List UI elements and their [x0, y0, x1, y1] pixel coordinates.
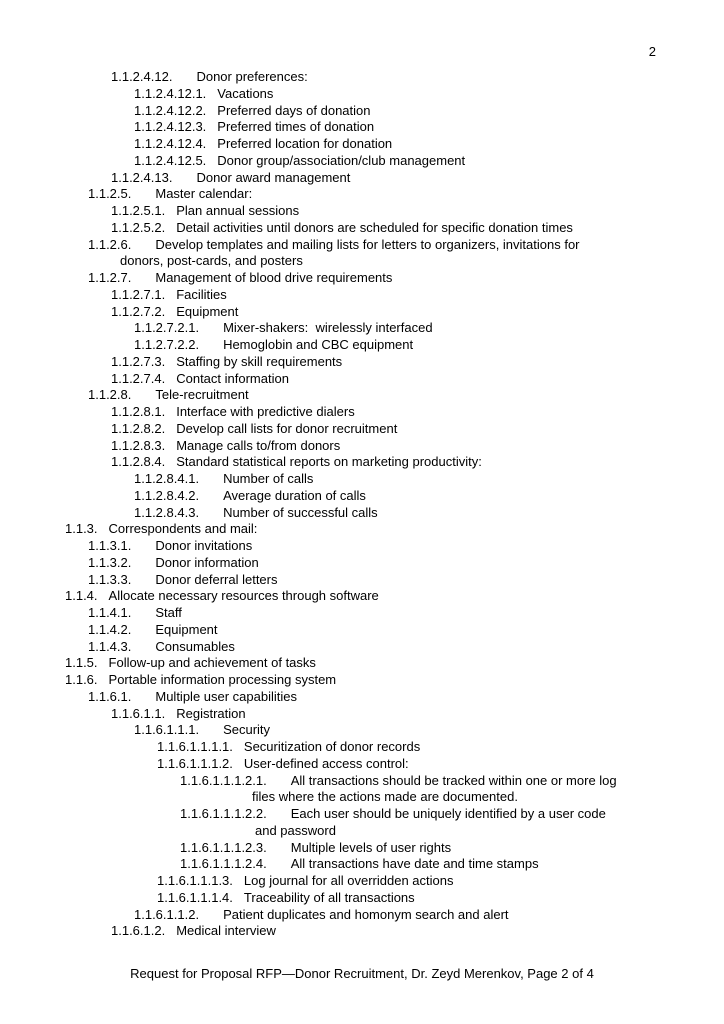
outline-item — [0, 170, 724, 187]
number-text-gap — [172, 181, 196, 182]
item-text: Contact information — [176, 370, 289, 386]
outline-item — [0, 722, 724, 739]
item-text: Log journal for all overridden actions — [243, 873, 454, 888]
item-text: Vacations — [217, 85, 274, 101]
outline-item — [0, 119, 724, 136]
item-number: 1.1.6.1.1.1.3. — [157, 873, 233, 888]
item-text: Develop call lists for donor recruitment — [176, 420, 398, 436]
number-text-gap — [199, 499, 223, 500]
number-text-gap — [131, 583, 155, 584]
item-text: Correspondents and mail: — [108, 521, 258, 537]
outline-item — [0, 739, 724, 756]
outline-item — [0, 337, 724, 354]
item-number: 1.1.2.7.4. — [111, 370, 166, 386]
item-number: 1.1.2.8.4.2. — [134, 487, 200, 503]
item-number: 1.1.2.8. — [88, 387, 132, 403]
item-number: 1.1.6.1.1.1. — [134, 722, 200, 738]
item-text: Donor award management — [196, 169, 351, 185]
outline-item — [0, 421, 724, 438]
item-number: 1.1.2.4.12. — [111, 69, 173, 84]
item-number: 1.1.2.5.1. — [111, 203, 166, 218]
item-text: User-defined access control: — [243, 755, 409, 771]
outline-item — [0, 672, 724, 689]
item-number: 1.1.6.1.1. — [111, 705, 166, 721]
item-text: Develop templates and mailing lists for letters to organizers, invitations for — [155, 236, 580, 252]
item-number: 1.1.2.8.4. — [111, 454, 166, 470]
item-text: Standard statistical reports on marketing productivity: — [176, 454, 482, 470]
outline-item — [0, 304, 724, 321]
item-text: Donor preferences: — [196, 69, 308, 84]
number-text-gap — [233, 901, 244, 902]
item-number: 1.1.2.4.12.2. — [134, 102, 207, 118]
number-text-gap — [199, 918, 223, 919]
number-text-gap — [165, 465, 176, 466]
number-text-gap — [98, 683, 109, 684]
outline-item-continuation — [0, 823, 724, 840]
item-text: Average duration of calls — [223, 487, 366, 503]
item-text: Follow-up and achievement of tasks — [108, 655, 316, 671]
item-text: Security — [223, 722, 271, 738]
item-number: 1.1.2.7.2. — [111, 303, 166, 319]
outline-item — [0, 588, 724, 605]
number-text-gap — [206, 147, 217, 148]
number-text-gap — [165, 449, 176, 450]
number-text-gap — [233, 750, 244, 751]
item-number: 1.1.3. — [65, 521, 98, 537]
item-number: 1.1.2.5.2. — [111, 219, 166, 235]
item-number: 1.1.2.4.12.1. — [134, 85, 207, 101]
outline-item — [0, 270, 724, 287]
outline-item — [0, 69, 724, 86]
outline-item — [0, 354, 724, 371]
outline-item — [0, 605, 724, 622]
number-text-gap — [131, 549, 155, 550]
item-text: All transactions have date and time stamps — [290, 856, 539, 872]
number-text-gap — [206, 130, 217, 131]
number-text-gap — [131, 281, 155, 282]
number-text-gap — [165, 298, 176, 299]
outline-item — [0, 488, 724, 505]
item-text: Equipment — [176, 303, 239, 319]
outline-item — [0, 237, 724, 254]
outline-item — [0, 923, 724, 940]
number-text-gap — [165, 382, 176, 383]
item-number: 1.1.2.4.12.4. — [134, 136, 207, 151]
number-text-gap — [165, 214, 176, 215]
item-number: 1.1.3.3. — [88, 571, 132, 587]
outline-item — [0, 521, 724, 538]
number-text-gap — [131, 248, 155, 249]
number-text-gap — [206, 164, 217, 165]
item-text: Consumables — [155, 638, 235, 654]
item-number: 1.1.6.1. — [88, 688, 132, 704]
number-text-gap — [267, 784, 291, 785]
item-number: 1.1.2.4.12.5. — [134, 152, 207, 168]
item-number: 1.1.2.7. — [88, 270, 132, 285]
number-text-gap — [199, 516, 223, 517]
outline-item — [0, 622, 724, 639]
item-number: 1.1.2.8.1. — [111, 404, 166, 419]
item-text: Donor information — [155, 554, 259, 570]
item-text: Management of blood drive requirements — [155, 270, 393, 285]
item-number: 1.1.2.8.4.3. — [134, 504, 200, 520]
number-text-gap — [199, 482, 223, 483]
item-text: Patient duplicates and homonym search and alert — [223, 906, 509, 922]
item-number: 1.1.3.1. — [88, 538, 132, 553]
outline-item — [0, 387, 724, 404]
item-number: 1.1.2.4.12.3. — [134, 119, 207, 135]
outline-item — [0, 538, 724, 555]
outline-item — [0, 856, 724, 873]
outline-item — [0, 689, 724, 706]
number-text-gap — [267, 867, 291, 868]
item-number: 1.1.4.3. — [88, 638, 132, 654]
number-text-gap — [165, 934, 176, 935]
item-text: Staffing by skill requirements — [176, 353, 343, 369]
number-text-gap — [267, 817, 291, 818]
number-text-gap — [98, 599, 109, 600]
item-number: 1.1.4.1. — [88, 605, 132, 620]
outline-item — [0, 203, 724, 220]
item-number: 1.1.6.1.1.1.2. — [157, 755, 233, 771]
outline-item — [0, 505, 724, 522]
item-text: Registration — [176, 705, 246, 721]
item-text: Multiple user capabilities — [155, 688, 297, 704]
item-text: All transactions should be tracked within one or more log — [290, 772, 617, 788]
item-number: 1.1.6.1.1.1.2.4. — [180, 856, 267, 872]
footer-text: Request for Proposal RFP—Donor Recruitment, Dr. Zeyd Merenkov, Page 2 of 4 — [130, 966, 594, 981]
item-number: 1.1.6.1.1.1.1. — [157, 739, 233, 754]
item-text: Manage calls to/from donors — [176, 437, 341, 453]
number-text-gap — [233, 767, 244, 768]
item-text: Staff — [155, 605, 182, 620]
item-text: Number of calls — [223, 471, 314, 486]
item-number: 1.1.2.5. — [88, 186, 132, 202]
number-text-gap — [165, 231, 176, 232]
item-text: Plan annual sessions — [176, 203, 300, 218]
number-text-gap — [199, 348, 223, 349]
item-text: Traceability of all transactions — [243, 889, 415, 905]
outline-item — [0, 806, 724, 823]
item-number: 1.1.6.1.1.1.2.3. — [180, 839, 267, 855]
item-text: Multiple levels of user rights — [290, 839, 452, 855]
outline-item — [0, 287, 724, 304]
item-number: 1.1.6. — [65, 672, 98, 687]
item-text: Preferred times of donation — [217, 119, 375, 135]
item-text: Donor deferral letters — [155, 571, 278, 587]
item-text: Portable information processing system — [108, 672, 337, 687]
item-number: 1.1.2.8.3. — [111, 437, 166, 453]
item-text: and password — [255, 822, 336, 838]
item-text: Interface with predictive dialers — [176, 404, 355, 419]
outline-item — [0, 890, 724, 907]
number-text-gap — [172, 80, 196, 81]
outline-item — [0, 840, 724, 857]
number-text-gap — [165, 717, 176, 718]
item-number: 1.1.6.1.1.1.2.1. — [180, 772, 267, 788]
item-text: Hemoglobin and CBC equipment — [223, 337, 414, 352]
item-text: Master calendar: — [155, 186, 253, 202]
item-number: 1.1.2.7.3. — [111, 353, 166, 369]
number-text-gap — [131, 650, 155, 651]
outline-item — [0, 907, 724, 924]
item-number: 1.1.2.7.2.2. — [134, 337, 200, 352]
item-text: Tele-recruitment — [155, 387, 249, 403]
outline-item-continuation — [0, 253, 724, 270]
number-text-gap — [131, 633, 155, 634]
item-number: 1.1.4. — [65, 588, 98, 604]
number-text-gap — [98, 532, 109, 533]
number-text-gap — [267, 851, 291, 852]
number-text-gap — [165, 365, 176, 366]
outline-item — [0, 186, 724, 203]
outline-item — [0, 471, 724, 488]
outline-item — [0, 639, 724, 656]
outline-item — [0, 773, 724, 790]
item-text: Allocate necessary resources through software — [108, 588, 379, 604]
item-text: Facilities — [176, 286, 227, 302]
item-number: 1.1.2.7.1. — [111, 286, 166, 302]
item-text: files where the actions made are documented. — [252, 789, 518, 805]
number-text-gap — [131, 700, 155, 701]
outline-item — [0, 371, 724, 388]
item-number: 1.1.2.7.2.1. — [134, 320, 200, 336]
item-text: Detail activities until donors are scheduled for specific donation times — [176, 219, 573, 235]
outline-item — [0, 438, 724, 455]
number-text-gap — [206, 97, 217, 98]
number-text-gap — [206, 114, 217, 115]
outline-item — [0, 572, 724, 589]
number-text-gap — [131, 197, 155, 198]
number-text-gap — [165, 415, 176, 416]
outline-item — [0, 873, 724, 890]
item-number: 1.1.4.2. — [88, 621, 132, 637]
outline-list — [0, 69, 724, 940]
item-number: 1.1.2.8.4.1. — [134, 471, 200, 486]
item-text: Medical interview — [176, 923, 276, 939]
outline-item — [0, 136, 724, 153]
outline-item — [0, 454, 724, 471]
outline-item — [0, 86, 724, 103]
item-number: 1.1.6.1.1.1.2.2. — [180, 806, 267, 821]
item-text: donors, post-cards, and posters — [120, 253, 303, 269]
item-text: Equipment — [155, 621, 218, 637]
outline-item — [0, 103, 724, 120]
item-text: Donor invitations — [155, 538, 253, 553]
item-number: 1.1.3.2. — [88, 554, 132, 570]
outline-item-continuation — [0, 789, 724, 806]
outline-item — [0, 756, 724, 773]
number-text-gap — [199, 733, 223, 734]
item-number: 1.1.2.8.2. — [111, 420, 166, 436]
item-text: Preferred days of donation — [217, 102, 371, 118]
item-text: Donor group/association/club management — [217, 152, 466, 168]
item-number: 1.1.6.1.2. — [111, 923, 166, 939]
outline-item — [0, 655, 724, 672]
number-text-gap — [131, 616, 155, 617]
item-number: 1.1.2.4.13. — [111, 169, 173, 185]
item-number: 1.1.5. — [65, 655, 98, 671]
number-text-gap — [165, 315, 176, 316]
item-text: Securitization of donor records — [243, 739, 421, 754]
number-text-gap — [199, 331, 223, 332]
outline-item — [0, 220, 724, 237]
number-text-gap — [98, 666, 109, 667]
item-number: 1.1.6.1.1.2. — [134, 906, 200, 922]
page-number: 2 — [648, 44, 656, 59]
item-text: Preferred location for donation — [217, 136, 393, 151]
item-number: 1.1.2.6. — [88, 236, 132, 252]
outline-item — [0, 555, 724, 572]
number-text-gap — [131, 398, 155, 399]
outline-item — [0, 404, 724, 421]
item-text: Each user should be uniquely identified by a user code — [290, 806, 606, 821]
item-text: Number of successful calls — [223, 504, 378, 520]
outline-item — [0, 153, 724, 170]
number-text-gap — [233, 884, 244, 885]
item-text: Mixer-shakers: wirelessly interfaced — [223, 320, 433, 336]
item-number: 1.1.6.1.1.1.4. — [157, 889, 233, 905]
outline-item — [0, 320, 724, 337]
outline-item — [0, 706, 724, 723]
number-text-gap — [165, 432, 176, 433]
number-text-gap — [131, 566, 155, 567]
